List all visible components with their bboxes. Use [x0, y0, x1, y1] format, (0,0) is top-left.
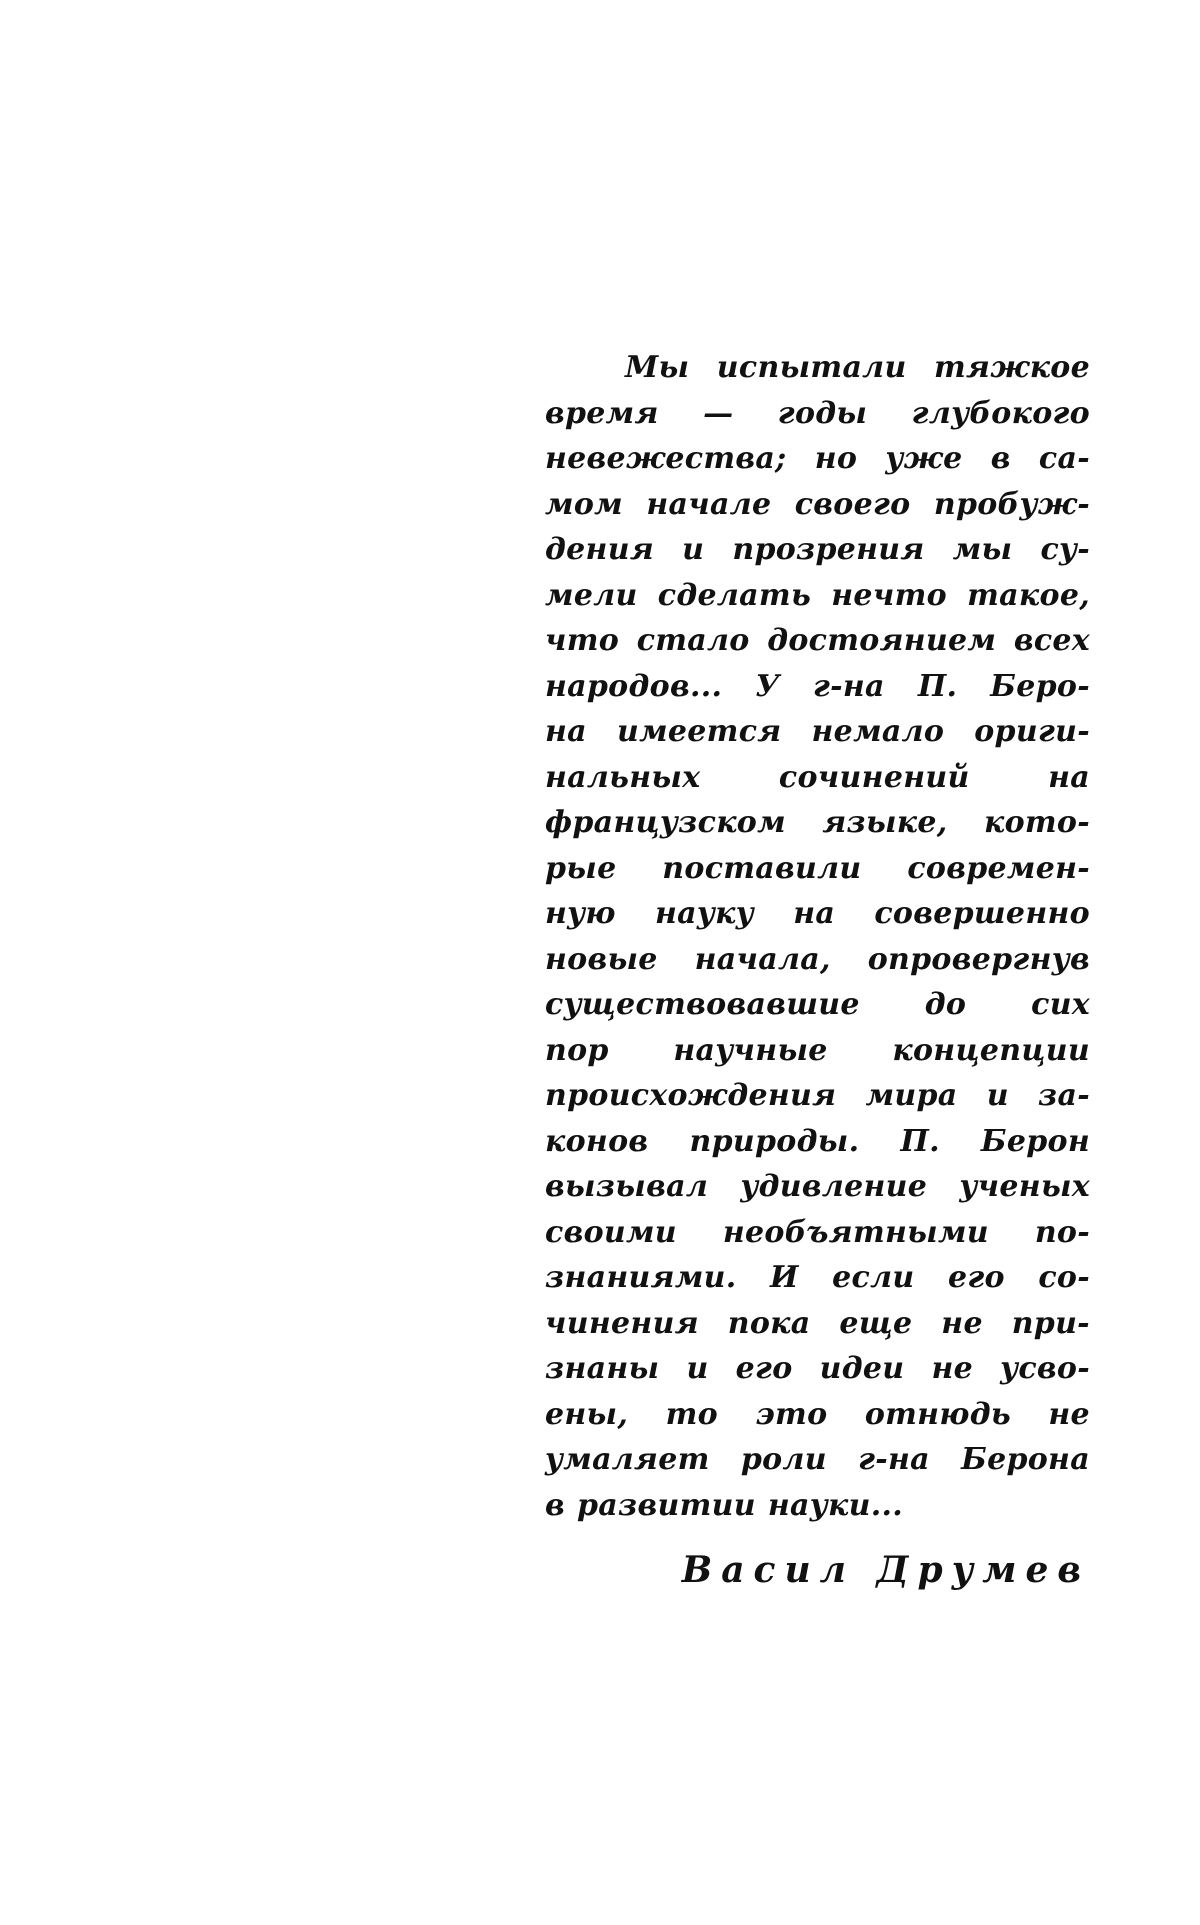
epigraph-word: сделать	[657, 577, 812, 613]
epigraph-line	[545, 982, 1090, 1028]
epigraph-word: научные	[673, 1032, 828, 1068]
epigraph-word: сих	[1031, 987, 1090, 1022]
epigraph-word: пор	[545, 1032, 609, 1068]
epigraph-word: его	[947, 1260, 1005, 1295]
epigraph-word: новые	[545, 941, 658, 977]
epigraph-word: природы.	[689, 1123, 860, 1159]
epigraph-word: на	[1048, 759, 1090, 795]
epigraph-word: концепции	[892, 1032, 1090, 1068]
epigraph-line	[545, 1164, 1090, 1210]
epigraph-word: нечто	[831, 577, 947, 613]
epigraph-word: мом	[545, 486, 623, 522]
epigraph-word: И	[770, 1260, 799, 1295]
epigraph-word: рые	[545, 850, 617, 886]
epigraph-word: не	[1048, 1396, 1090, 1432]
epigraph-word: время	[545, 395, 659, 431]
epigraph-word: вызывал	[545, 1169, 709, 1204]
epigraph-line	[545, 1119, 1090, 1165]
epigraph-word: конов	[545, 1123, 649, 1159]
epigraph-word: удивление	[740, 1169, 928, 1204]
epigraph-word: развитии	[577, 1487, 756, 1523]
epigraph-word: такое,	[967, 577, 1090, 613]
epigraph-word: со-	[1038, 1260, 1090, 1295]
epigraph-word: отнюдь	[864, 1396, 1011, 1432]
epigraph-line	[545, 618, 1090, 664]
epigraph-word: идеи	[819, 1351, 905, 1386]
epigraph-word: мы	[952, 532, 1013, 567]
epigraph-word: прозрения	[732, 532, 925, 567]
epigraph-word: науки...	[767, 1487, 903, 1523]
epigraph-line	[545, 891, 1090, 937]
epigraph-word: при-	[1011, 1305, 1090, 1341]
epigraph-word: Берон	[980, 1123, 1090, 1159]
epigraph-word: кото-	[983, 805, 1090, 840]
epigraph-line	[545, 482, 1090, 528]
epigraph-word: роли	[740, 1442, 827, 1477]
epigraph-word: уже	[885, 441, 963, 476]
epigraph-word: У	[755, 668, 780, 704]
epigraph-word: за-	[1038, 1078, 1090, 1113]
epigraph-word: нальных	[545, 759, 701, 795]
epigraph-word: что	[545, 623, 620, 658]
epigraph-word: дения	[545, 532, 655, 567]
epigraph-word: опровергнув	[867, 941, 1090, 977]
epigraph-word: ученых	[959, 1169, 1090, 1204]
epigraph-word: Берона	[961, 1442, 1090, 1477]
epigraph-line	[545, 937, 1090, 983]
epigraph-word: П.	[917, 668, 958, 704]
epigraph-word: на	[545, 714, 587, 749]
epigraph-line	[545, 527, 1090, 573]
epigraph-word: до	[924, 987, 967, 1022]
epigraph-word: чинения	[545, 1305, 699, 1341]
epigraph-word: не	[941, 1305, 983, 1341]
epigraph-word: еще	[839, 1305, 913, 1341]
epigraph-word: су-	[1040, 532, 1090, 567]
epigraph-line	[545, 1028, 1090, 1074]
epigraph-word: ную	[545, 896, 616, 931]
epigraph-word: годы	[777, 395, 868, 431]
epigraph-line	[545, 345, 1090, 391]
epigraph-word: Мы	[625, 350, 690, 385]
epigraph-line	[545, 664, 1090, 710]
epigraph-word: начала,	[694, 941, 831, 977]
epigraph-word: испытали	[716, 350, 907, 385]
epigraph-word: языке,	[822, 805, 948, 840]
epigraph-line	[545, 391, 1090, 437]
epigraph-word: г-на	[858, 1442, 930, 1477]
epigraph-word: если	[832, 1260, 915, 1295]
epigraph-line	[545, 573, 1090, 619]
epigraph-word: Беро-	[990, 668, 1090, 704]
epigraph-word: французском	[545, 805, 786, 840]
epigraph-word: и	[682, 532, 705, 567]
epigraph-line	[545, 1437, 1090, 1483]
epigraph-word: знаны	[545, 1351, 660, 1386]
epigraph-word: мира	[865, 1078, 958, 1113]
epigraph-word: тяжкое	[934, 350, 1090, 385]
epigraph-line	[545, 1255, 1090, 1301]
epigraph-line	[545, 800, 1090, 846]
epigraph-line	[545, 709, 1090, 755]
signature: Васил Друмев	[681, 1549, 1090, 1591]
epigraph-word: своего	[794, 486, 911, 522]
epigraph-word: и	[986, 1078, 1009, 1113]
epigraph-word: достоянием	[767, 623, 997, 658]
epigraph-word: начале	[646, 486, 772, 522]
epigraph-word: П.	[900, 1123, 940, 1159]
epigraph-word: немало	[811, 714, 945, 749]
epigraph-word: пока	[727, 1305, 811, 1341]
epigraph-word: необъятными	[722, 1214, 989, 1250]
epigraph-word: —	[703, 395, 734, 431]
epigraph-word: г-на	[812, 668, 885, 704]
epigraph-word: стало	[636, 623, 750, 658]
epigraph-word: сочинений	[778, 759, 970, 795]
epigraph-word: усво-	[1000, 1351, 1090, 1386]
epigraph-word: на	[793, 896, 836, 931]
epigraph-word: всех	[1013, 623, 1090, 658]
epigraph-word: мели	[545, 577, 638, 613]
epigraph-word: в	[990, 441, 1011, 476]
epigraph-word: умаляет	[545, 1442, 710, 1477]
epigraph-word: его	[735, 1351, 793, 1386]
epigraph-word: не	[931, 1351, 974, 1386]
epigraph-word: современ-	[907, 850, 1090, 886]
epigraph-line	[545, 1073, 1090, 1119]
epigraph-line	[545, 1346, 1090, 1392]
epigraph-word: в	[545, 1487, 566, 1523]
epigraph-word: по-	[1034, 1214, 1090, 1250]
epigraph-word: поставили	[662, 850, 862, 886]
epigraph-word: своими	[545, 1214, 677, 1250]
epigraph-word: невежества;	[545, 441, 787, 476]
epigraph-word: пробуж-	[933, 486, 1090, 522]
epigraph-line	[545, 1210, 1090, 1256]
epigraph-word: знаниями.	[545, 1260, 737, 1295]
epigraph-word: ориги-	[974, 714, 1090, 749]
epigraph-word: имеется	[616, 714, 782, 749]
epigraph-line	[545, 1392, 1090, 1438]
epigraph-line	[545, 436, 1090, 482]
epigraph-line	[545, 755, 1090, 801]
epigraph-word: существовавшие	[545, 987, 860, 1022]
epigraph-line	[545, 1301, 1090, 1347]
epigraph-word: то	[665, 1396, 718, 1432]
epigraph-word: происхождения	[545, 1078, 837, 1113]
epigraph-word: и	[686, 1351, 709, 1386]
epigraph-word: но	[814, 441, 858, 476]
epigraph-word: науку	[654, 896, 754, 931]
epigraph-line	[545, 1483, 1090, 1529]
epigraph-word: глубокого	[911, 395, 1090, 431]
epigraph-line	[545, 846, 1090, 892]
epigraph-word: са-	[1038, 441, 1090, 476]
epigraph-word: ены,	[545, 1396, 629, 1432]
epigraph-text	[545, 345, 1090, 1528]
epigraph-word: это	[755, 1396, 828, 1432]
epigraph-word: народов...	[545, 668, 723, 704]
epigraph-word: совершенно	[874, 896, 1090, 931]
